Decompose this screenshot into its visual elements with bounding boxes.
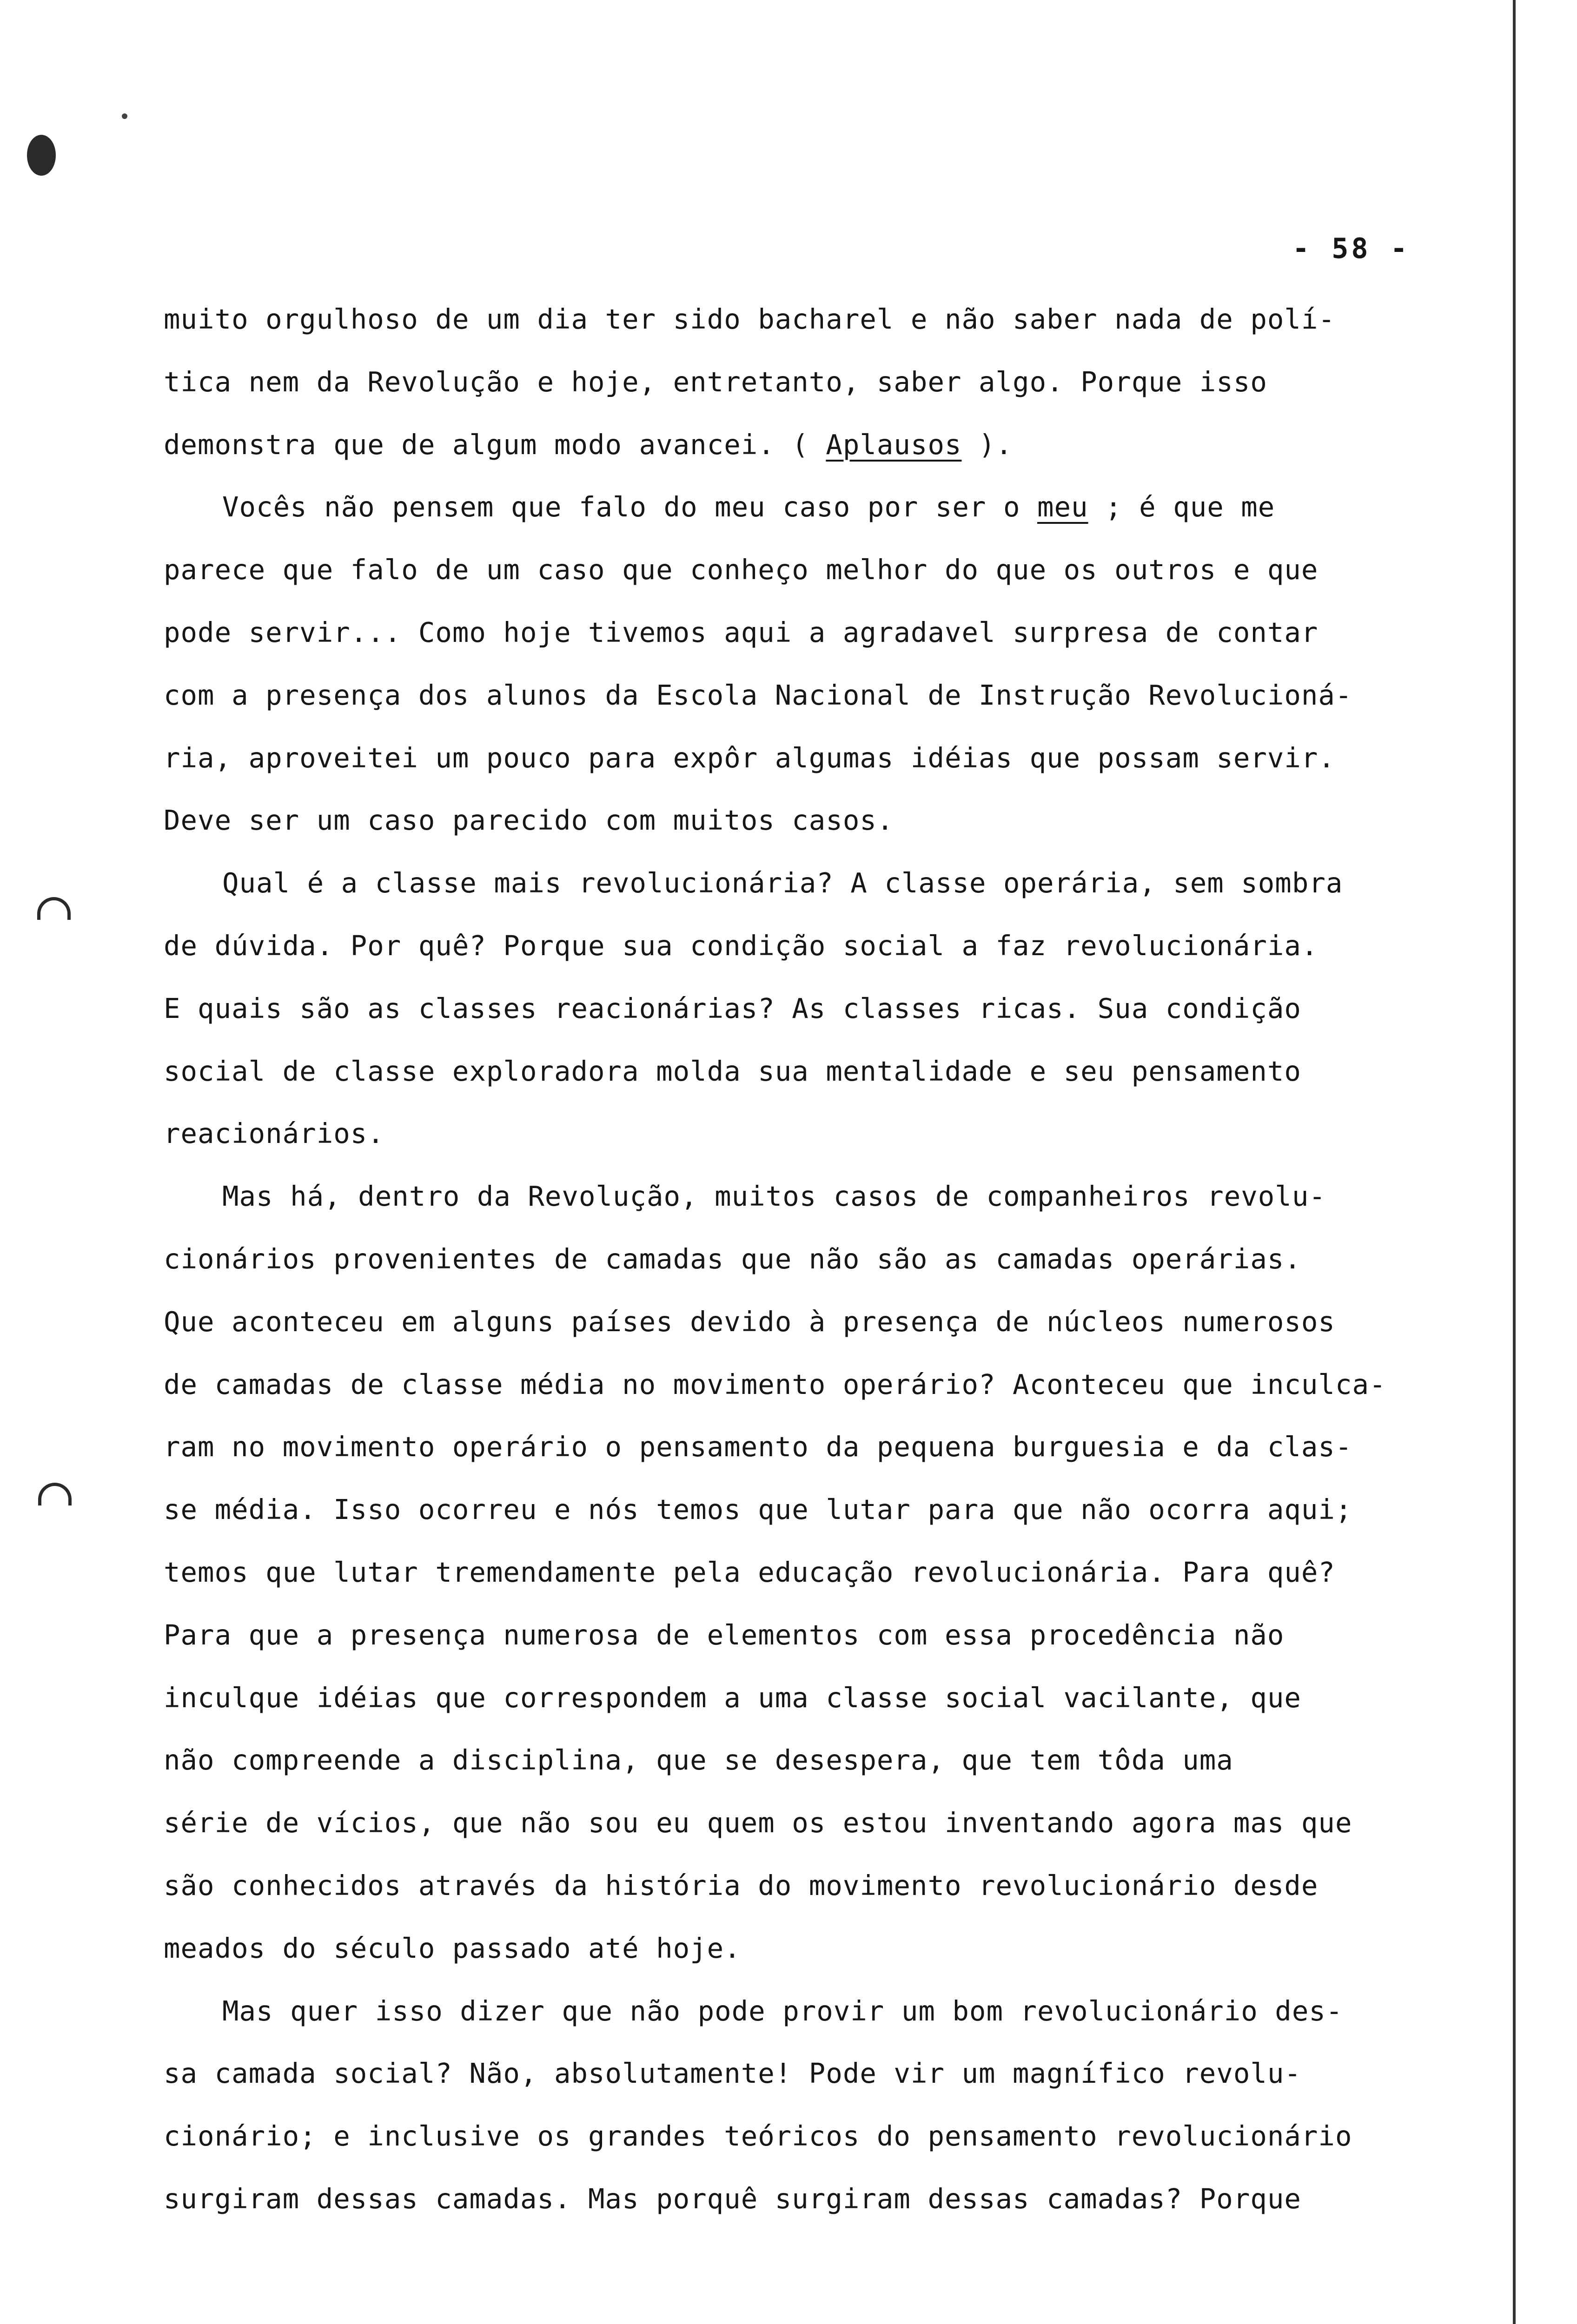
text-line: inculque idéias que correspondem a uma classe social vacilante, que — [164, 1681, 1301, 1714]
text-line: reacionários. — [164, 1117, 384, 1150]
text-line: cionários provenientes de camadas que não são as camadas operárias. — [164, 1242, 1301, 1275]
punch-hole-mark — [38, 1483, 72, 1505]
text-line: Mas quer isso dizer que não pode provir um bom revolucionário des- — [222, 1994, 1343, 2027]
text-line: demonstra que de algum modo avancei. ( Aplausos ). — [164, 428, 1013, 461]
text-line: tica nem da Revolução e hoje, entretanto, saber algo. Porque isso — [164, 365, 1267, 398]
text-line: meados do século passado até hoje. — [164, 1932, 741, 1964]
underlined-word: meu — [1037, 491, 1088, 523]
text-line: de dúvida. Por quê? Porque sua condição social a faz revolucionária. — [164, 929, 1319, 962]
page-number: - 58 - — [1292, 232, 1410, 265]
text-line: Para que a presença numerosa de elementos com essa procedência não — [164, 1618, 1285, 1651]
text-line: são conhecidos através da história do movimento revolucionário desde — [164, 1869, 1319, 1901]
text-line: de camadas de classe média no movimento operário? Aconteceu que inculca- — [164, 1368, 1386, 1400]
text-line: se média. Isso ocorreu e nós temos que lutar para que não ocorra aqui; — [164, 1493, 1352, 1526]
text-line: Vocês não pensem que falo do meu caso por ser o meu ; é que me — [222, 491, 1275, 523]
text-line: surgiram dessas camadas. Mas porquê surgiram dessas camadas? Porque — [164, 2182, 1301, 2215]
text-line: cionário; e inclusive os grandes teóricos do pensamento revolucionário — [164, 2120, 1352, 2152]
text-line: Que aconteceu em alguns países devido à presença de núcleos numerosos — [164, 1305, 1335, 1338]
scan-blot — [27, 135, 56, 176]
text-line: E quais são as classes reacionárias? As classes ricas. Sua condição — [164, 992, 1301, 1024]
scan-speck — [122, 113, 127, 119]
text-line: série de vícios, que não sou eu quem os estou inventando agora mas que — [164, 1807, 1352, 1839]
document-body — [164, 288, 1512, 2231]
text-line: sa camada social? Não, absolutamente! Pode vir um magnífico revolu- — [164, 2057, 1301, 2090]
text-line: ram no movimento operário o pensamento da pequena burguesia e da clas- — [164, 1431, 1352, 1463]
text-line: social de classe exploradora molda sua mentalidade e seu pensamento — [164, 1055, 1301, 1087]
text-line: com a presença dos alunos da Escola Nacional de Instrução Revolucioná- — [164, 679, 1352, 711]
page-edge-line — [1513, 0, 1516, 2324]
text-line: Mas há, dentro da Revolução, muitos casos de companheiros revolu- — [222, 1180, 1326, 1213]
punch-hole-mark — [37, 897, 71, 920]
text-line: temos que lutar tremendamente pela educação revolucionária. Para quê? — [164, 1556, 1335, 1588]
text-line: ria, aproveitei um pouco para expôr algumas idéias que possam servir. — [164, 741, 1335, 774]
underlined-word: Aplausos — [826, 428, 962, 461]
text-line: pode servir... Como hoje tivemos aqui a agradavel surpresa de contar — [164, 616, 1319, 648]
text-line: muito orgulhoso de um dia ter sido bacharel e não saber nada de polí- — [164, 303, 1335, 335]
text-line: Deve ser um caso parecido com muitos casos. — [164, 804, 894, 837]
text-line: Qual é a classe mais revolucionária? A classe operária, sem sombra — [222, 867, 1343, 899]
text-line: não compreende a disciplina, que se desespera, que tem tôda uma — [164, 1744, 1233, 1776]
text-line: parece que falo de um caso que conheço melhor do que os outros e que — [164, 554, 1319, 586]
